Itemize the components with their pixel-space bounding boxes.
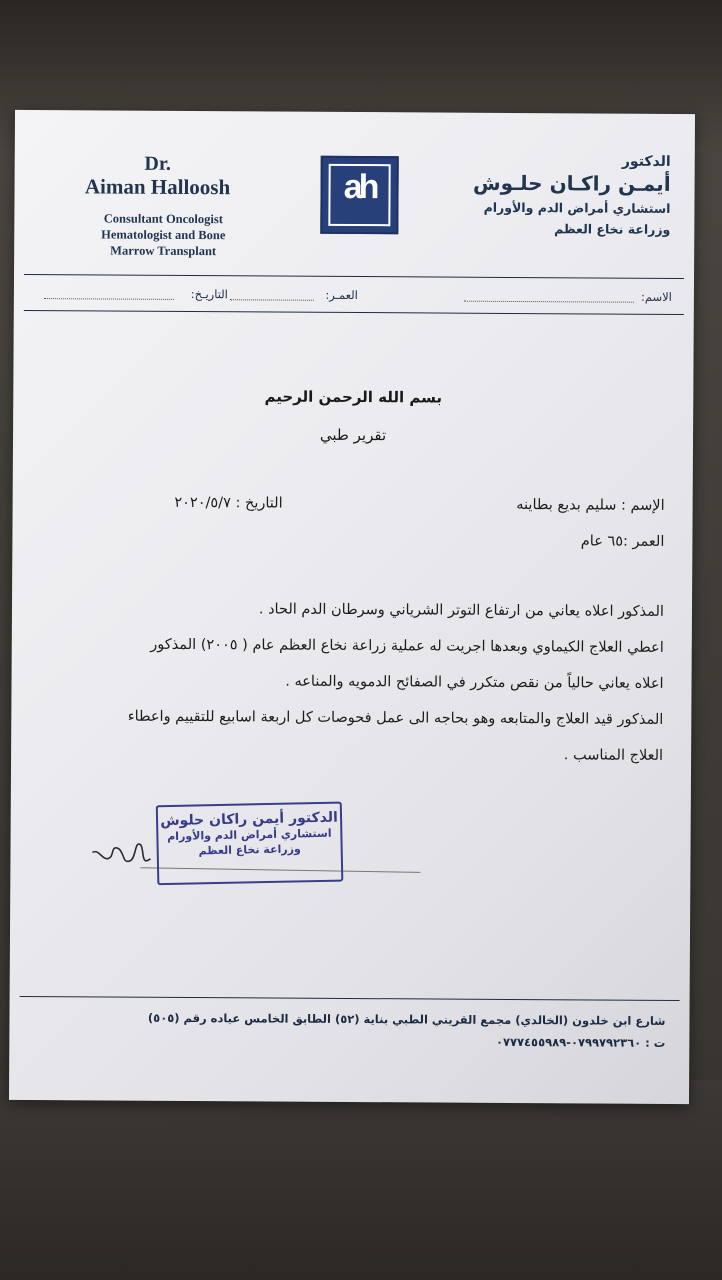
ar-full-name: أيمـن راكـان حلـوش [473,170,671,196]
report-title: تقرير طبي [319,425,387,445]
en-title-line: Hematologist and Bone [101,227,226,243]
table-surface [0,1080,722,1280]
doctor-name-arabic [440,153,671,238]
letterhead-paper [9,110,695,1104]
patient-age: العمر :٦٥ عام [580,533,665,550]
header-divider [24,274,684,279]
stamp-line: وزراعة نخاع العظم [198,842,301,858]
fields-divider [24,310,684,315]
clinic-phones: ت : ٠٧٩٩٧٩٢٣٦٠-٠٧٧٧٤٥٥٩٨٩ [495,1034,666,1050]
logo-letters: ah [343,167,376,207]
report-line: المذكور قيد العلاج والمتابعه وهو بحاجه الى عمل فحوصات كل اربعة اسابيع للتقييم واعطاء [127,708,664,728]
age-label: العمـر: [325,287,358,303]
report-line: العلاج المناسب . [563,747,664,764]
report-line: اعطي العلاج الكيماوي وبعدها اجريت له عملية زراعة نخاع العظم عام ( ٢٠٠٥) المذكور [150,636,664,656]
date-label: التاريـخ: [190,287,228,302]
en-dr-prefix: Dr. [144,152,172,175]
stamp-line: استشاري أمراض الدم والأورام [167,826,332,844]
doctor-name-english [72,152,242,199]
report-date: التاريخ : ٢٠٢٠/٥/٧ [174,494,283,512]
footer-divider [20,996,680,1001]
report-line: المذكور اعلاه يعاني من ارتفاع التوتر الشرياني وسرطان الدم الحاد . [258,601,665,620]
report-line: اعلاه يعاني حالياً من نقص متكرر في الصفائح الدمويه والمناعه . [285,673,664,692]
ar-title-line: استشاري أمراض الدم والأورام [483,199,671,216]
ar-dr-prefix: الدكتور [621,153,671,170]
en-title-line: Marrow Transplant [110,243,217,259]
date-dotted-line [44,298,174,300]
clinic-logo [320,156,398,234]
patient-name: الإسم : سليم بديع بطاينه [516,497,665,514]
form-fields-row [14,286,694,308]
en-full-name: Aiman Halloosh [84,174,231,200]
doctor-title-english [58,210,268,259]
stamp-name: الدكتور أيمن راكان حلوش [160,809,339,830]
basmala: بسم الله الرحمن الرحيم [264,387,443,407]
age-dotted-line [230,299,314,301]
ar-title-line: وزراعة نخاع العظم [554,221,671,237]
clinic-address: شارع ابن خلدون (الخالدي) مجمع القريني الطبي بناية (٥٢) الطابق الخامس عياده رقم (٥٠٥) [147,1010,666,1028]
signature-scribble [88,830,158,880]
en-title-line: Consultant Oncologist [103,211,223,227]
name-dotted-line [464,301,634,303]
name-label: الاسم: [640,289,672,304]
doctor-stamp [156,802,344,886]
